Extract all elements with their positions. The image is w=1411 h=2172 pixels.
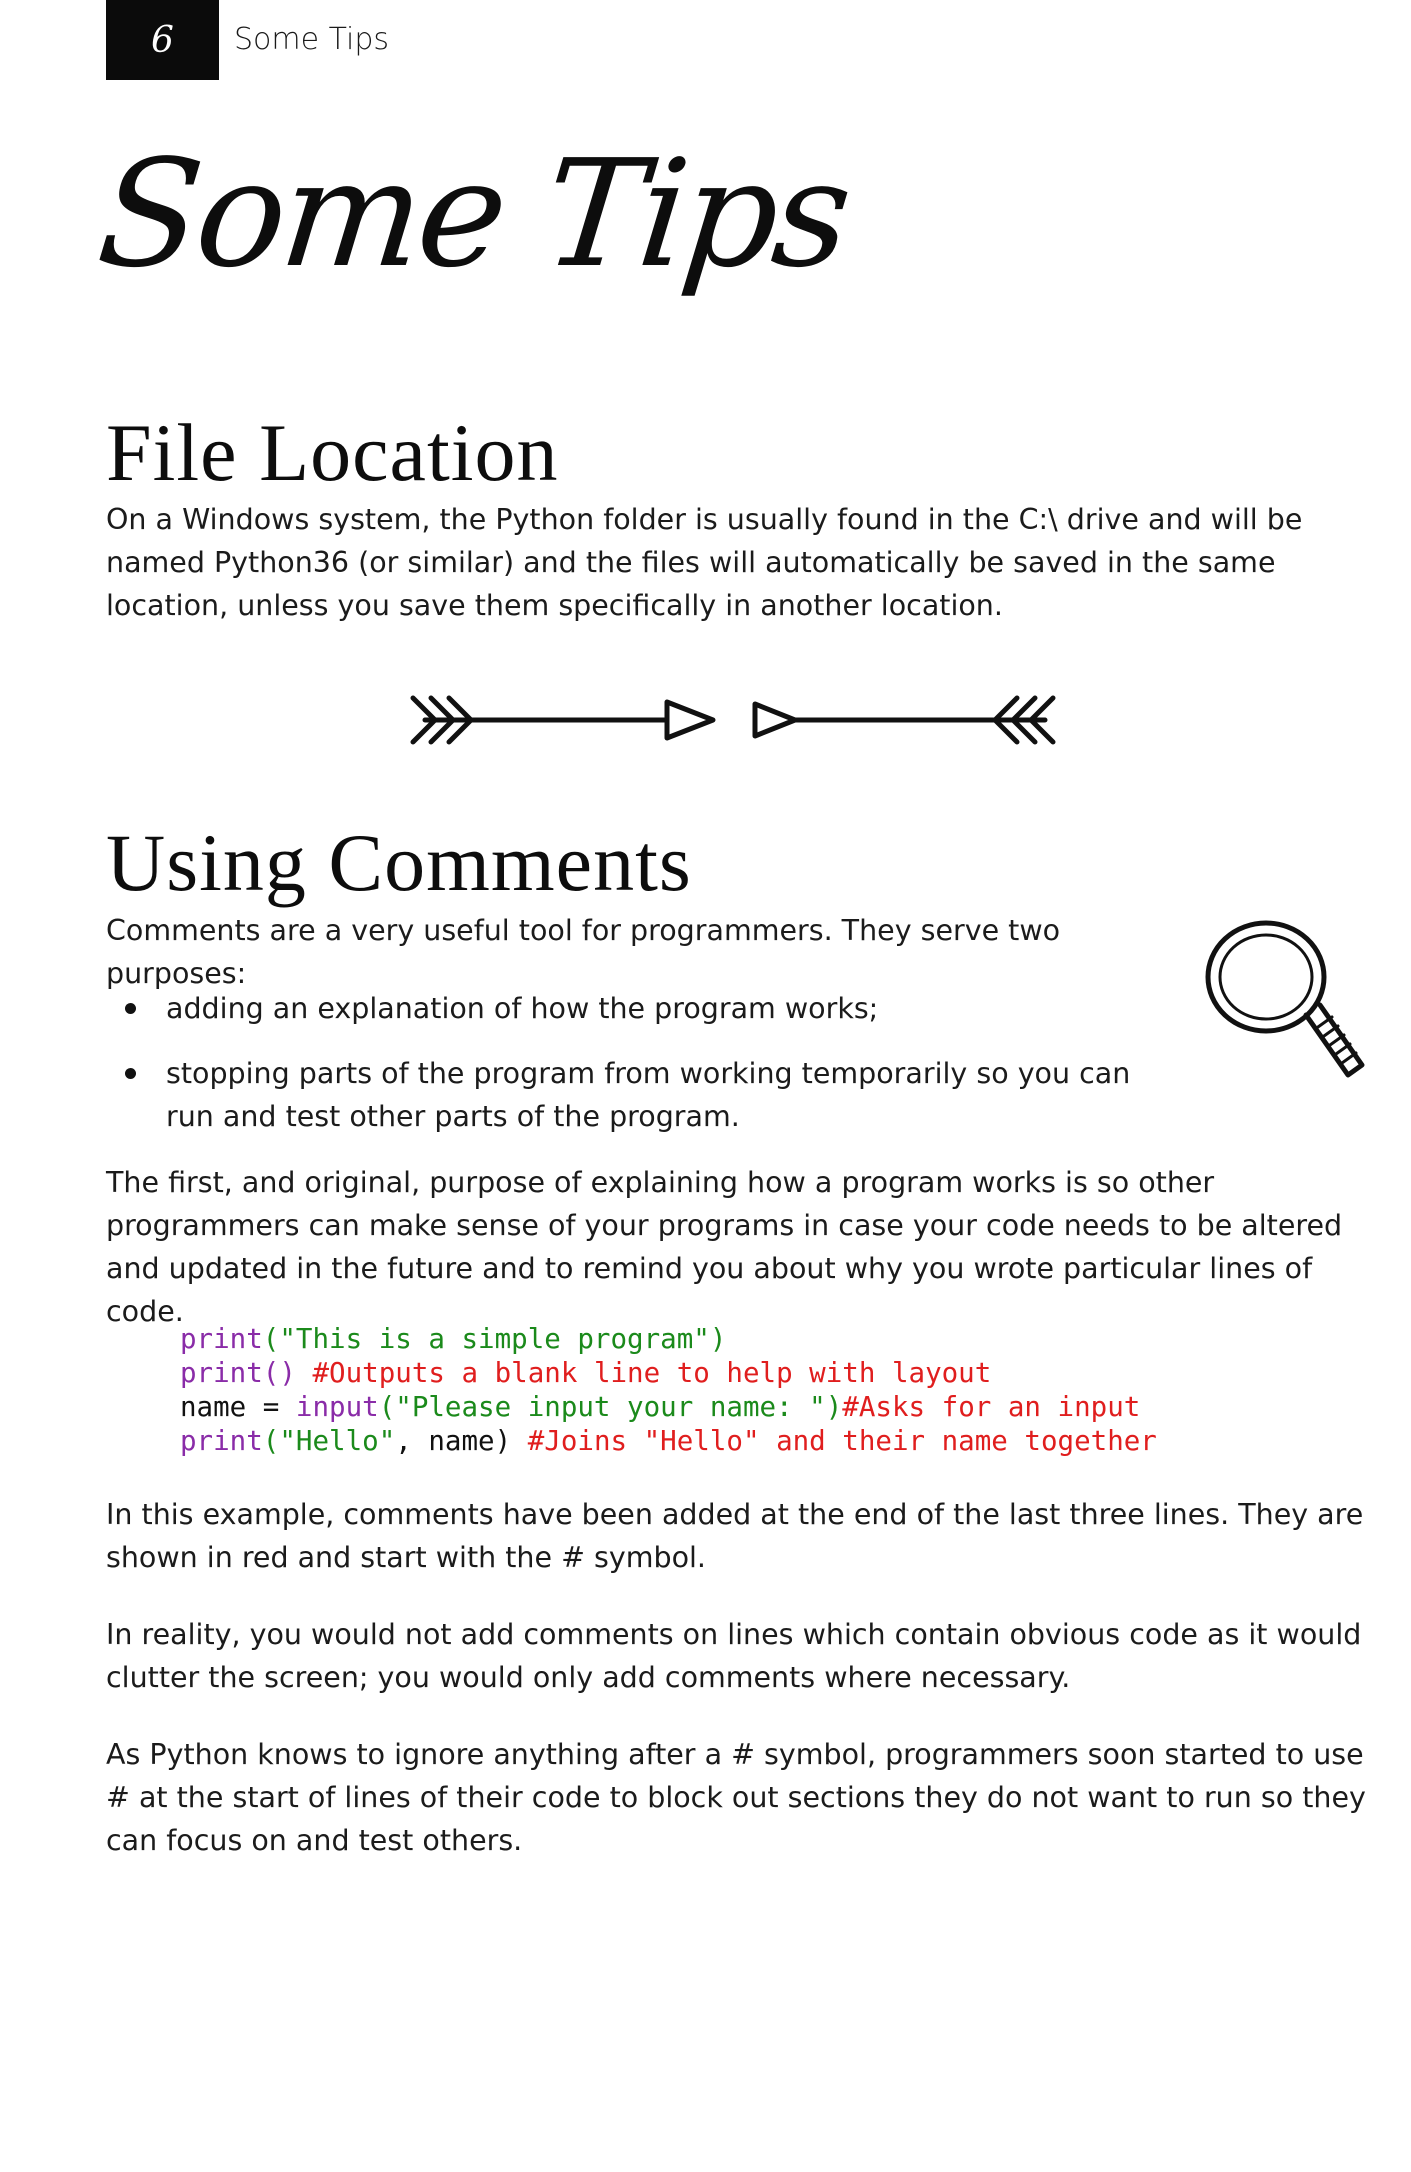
- code-line-1: print("This is a simple program"): [180, 1323, 727, 1355]
- magnifying-glass-icon: [1198, 915, 1368, 1090]
- comments-paragraph-4: As Python knows to ignore anything after a # symbol, programmers soon started to use # at the start of lines of their code to block out sections they do not want to run so they can focus on and test others.: [106, 1738, 1366, 1857]
- comments-paragraph-3: In reality, you would not add comments on lines which contain obvious code as it would clutter the screen; you would only add comments where necessary.: [106, 1618, 1362, 1694]
- code-line-3: name = input("Please input your name: ")#Asks for an input: [180, 1391, 1141, 1423]
- code-line-4: print("Hello", name) #Joins "Hello" and their name together: [180, 1425, 1157, 1457]
- section-heading-file-location: File Location: [106, 407, 559, 498]
- page-number-badge: [106, 0, 219, 80]
- chapter-title: Some Tips: [90, 128, 856, 300]
- arrows-divider-icon: [405, 680, 1065, 760]
- comments-paragraph-2: In this example, comments have been added at the end of the last three lines. They are shown in red and start with the # symbol.: [106, 1498, 1364, 1574]
- bullet-icon: [125, 1003, 136, 1014]
- running-header: Some Tips: [234, 22, 390, 57]
- page-number: 6: [151, 19, 174, 61]
- code-line-2: print() #Outputs a blank line to help with layout: [180, 1357, 992, 1389]
- bullet-text: stopping parts of the program from working temporarily so you can run and test other parts of the program.: [166, 1057, 1131, 1133]
- code-example: [180, 1322, 1157, 1458]
- bullet-icon: [125, 1068, 136, 1079]
- comments-intro: Comments are a very useful tool for programmers. They serve two purposes:: [106, 914, 1061, 990]
- list-item: [106, 1052, 1176, 1138]
- section-heading-using-comments: Using Comments: [106, 817, 692, 908]
- bullet-text: adding an explanation of how the program works;: [166, 992, 879, 1025]
- purposes-list: [106, 987, 1176, 1160]
- file-location-paragraph: On a Windows system, the Python folder is usually found in the C:\ drive and will be named Python36 (or similar) and the files will automatically be saved in the same location, unless you save them specifically in another location.: [106, 503, 1303, 622]
- list-item: [106, 987, 1176, 1030]
- comments-paragraph-1: The first, and original, purpose of explaining how a program works is so other programmers can make sense of your programs in case your code needs to be altered and updated in the future and to remind you about why you wrote particular lines of code.: [106, 1166, 1343, 1328]
